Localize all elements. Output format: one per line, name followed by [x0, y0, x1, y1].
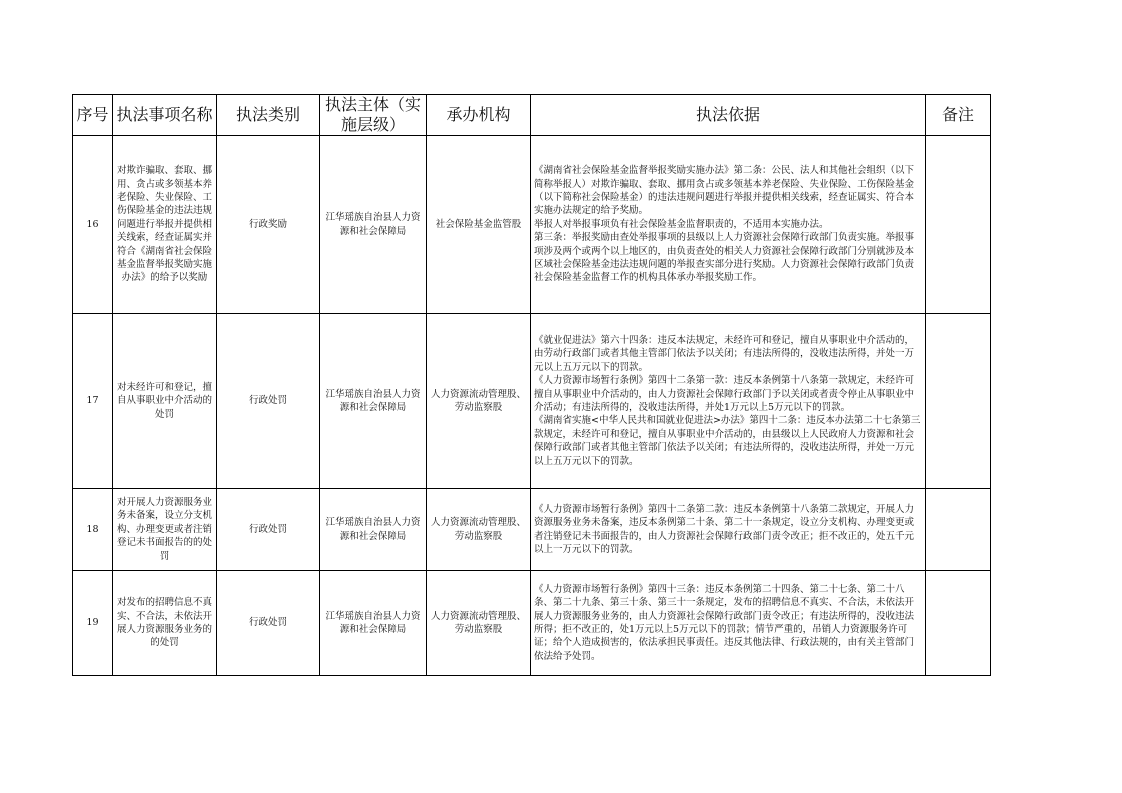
- cell-subject: 江华瑶族自治县人力资源和社会保障局: [320, 314, 427, 489]
- cell-subject: 江华瑶族自治县人力资源和社会保障局: [320, 571, 427, 676]
- cell-basis: [531, 136, 926, 314]
- cell-seq: 19: [73, 571, 113, 676]
- basis-paragraph: 举报人对举报事项负有社会保险基金监督职责的，不适用本实施办法。: [534, 218, 829, 230]
- cell-seq: 16: [73, 136, 113, 314]
- cell-remark: [926, 314, 991, 489]
- basis-paragraph: 《人力资源市场暂行条例》第四十二条第一款：违反本条例第十八条第一款规定，未经许可擅自从事职业中介活动的，由人力资源社会保障行政部门予以关闭或者责令停止从事职业中介活动；有违法所得的，没收违法所得，并处1万元以上5万元以下的罚款。: [534, 375, 915, 413]
- cell-item-name: 对未经许可和登记，擅自从事职业中介活动的处罚: [113, 314, 217, 489]
- header-seq: 序号: [73, 95, 113, 136]
- basis-paragraph: 《湖南省社会保险基金监督举报奖励实施办法》第二条：公民、法人和其他社会组织（以下简称举报人）对欺诈骗取、套取、挪用贪占或多领基本养老保险、失业保险、工伤保险基金（以下简称社会保险基金）的违法违规问题进行举报并提供相关线索，经查证属实、符合本实施办法规定的给予奖励。: [534, 165, 915, 217]
- basis-paragraph: 第三条：举报奖励由查处举报事项的县级以上人力资源社会保障行政部门负责实施。举报事项涉及两个或两个以上地区的，由负责查处的相关人力资源社会保障行政部门分别就涉及本区域社会保险基金违法违规问题的举报查实部分进行奖励。人力资源社会保障行政部门负责社会保险基金监督工作的机构具体承办举报奖励工作。: [534, 232, 915, 284]
- cell-item-name: 对欺诈骗取、套取、挪用、贪占或多领基本养老保险、失业保险、工伤保险基金的违法违规问题进行举报并提供相关线索，经查证属实并符合《湖南省社会保险基金监督举报奖励实施办法》的给予以奖励: [113, 136, 217, 314]
- cell-remark: [926, 571, 991, 676]
- header-org: 承办机构: [427, 95, 531, 136]
- table-row: [73, 314, 991, 489]
- basis-paragraph: 《人力资源市场暂行条例》第四十三条：违反本条例第二十四条、第二十七条、第二十八条、第二十九条、第三十条、第三十一条规定，发布的招聘信息不真实、不合法，未依法开展人力资源服务业务的，由人力资源社会保障行政部门责令改正；有违法所得的，没收违法所得；拒不改正的，处1万元以上5万元以下的罚款；情节严重的，吊销人力资源服务许可证；给个人造成损害的，依法承担民事责任。违反其他法律、行政法规的，由有关主管部门依法给予处罚。: [534, 583, 915, 662]
- cell-seq: 17: [73, 314, 113, 489]
- table-row: [73, 136, 991, 314]
- header-basis: 执法依据: [531, 95, 926, 136]
- header-category: 执法类别: [217, 95, 320, 136]
- header-row: [73, 95, 991, 136]
- cell-basis: [531, 489, 926, 571]
- table-row: [73, 489, 991, 571]
- cell-category: 行政处罚: [217, 571, 320, 676]
- cell-category: 行政奖励: [217, 136, 320, 314]
- cell-basis: [531, 571, 926, 676]
- cell-seq: 18: [73, 489, 113, 571]
- cell-org: 人力资源流动管理股、劳动监察股: [427, 571, 531, 676]
- cell-item-name: 对发布的招聘信息不真实、不合法，未依法开展人力资源服务业务的的处罚: [113, 571, 217, 676]
- cell-item-name: 对开展人力资源服务业务未备案，设立分支机构、办理变更或者注销登记未书面报告的的处罚: [113, 489, 217, 571]
- header-remark: 备注: [926, 95, 991, 136]
- header-subject: 执法主体（实施层级）: [320, 95, 427, 136]
- table-row: [73, 571, 991, 676]
- enforcement-table: [72, 94, 991, 676]
- header-item-name: 执法事项名称: [113, 95, 217, 136]
- basis-paragraph: 《湖南省实施<中华人民共和国就业促进法>办法》第四十二条：违反本办法第二十七条第三款规定，未经许可和登记，擅自从事职业中介活动的，由县级以上人民政府人力资源和社会保障行政部门或者其他主管部门依法予以关闭；有违法所得的，没收违法所得，并处一万元以上五万元以下的罚款。: [534, 415, 921, 467]
- cell-category: 行政处罚: [217, 489, 320, 571]
- cell-subject: 江华瑶族自治县人力资源和社会保障局: [320, 489, 427, 571]
- cell-remark: [926, 136, 991, 314]
- cell-subject: 江华瑶族自治县人力资源和社会保障局: [320, 136, 427, 314]
- basis-paragraph: 《就业促进法》第六十四条：违反本法规定，未经许可和登记，擅自从事职业中介活动的，由劳动行政部门或者其他主管部门依法予以关闭；有违法所得的，没收违法所得，并处一万元以上五万元以下的罚款。: [534, 334, 915, 373]
- cell-org: 人力资源流动管理股、劳动监察股: [427, 314, 531, 489]
- cell-org: 人力资源流动管理股、劳动监察股: [427, 489, 531, 571]
- cell-org: 社会保险基金监管股: [427, 136, 531, 314]
- cell-remark: [926, 489, 991, 571]
- cell-basis: [531, 314, 926, 489]
- basis-paragraph: 《人力资源市场暂行条例》第四十二条第二款：违反本条例第十八条第二款规定，开展人力资源服务业务未备案，违反本条例第二十条、第二十一条规定，设立分支机构、办理变更或者注销登记未书面报告的，由人力资源社会保障行政部门责令改正；拒不改正的，处五千元以上一万元以下的罚款。: [534, 503, 915, 555]
- cell-category: 行政处罚: [217, 314, 320, 489]
